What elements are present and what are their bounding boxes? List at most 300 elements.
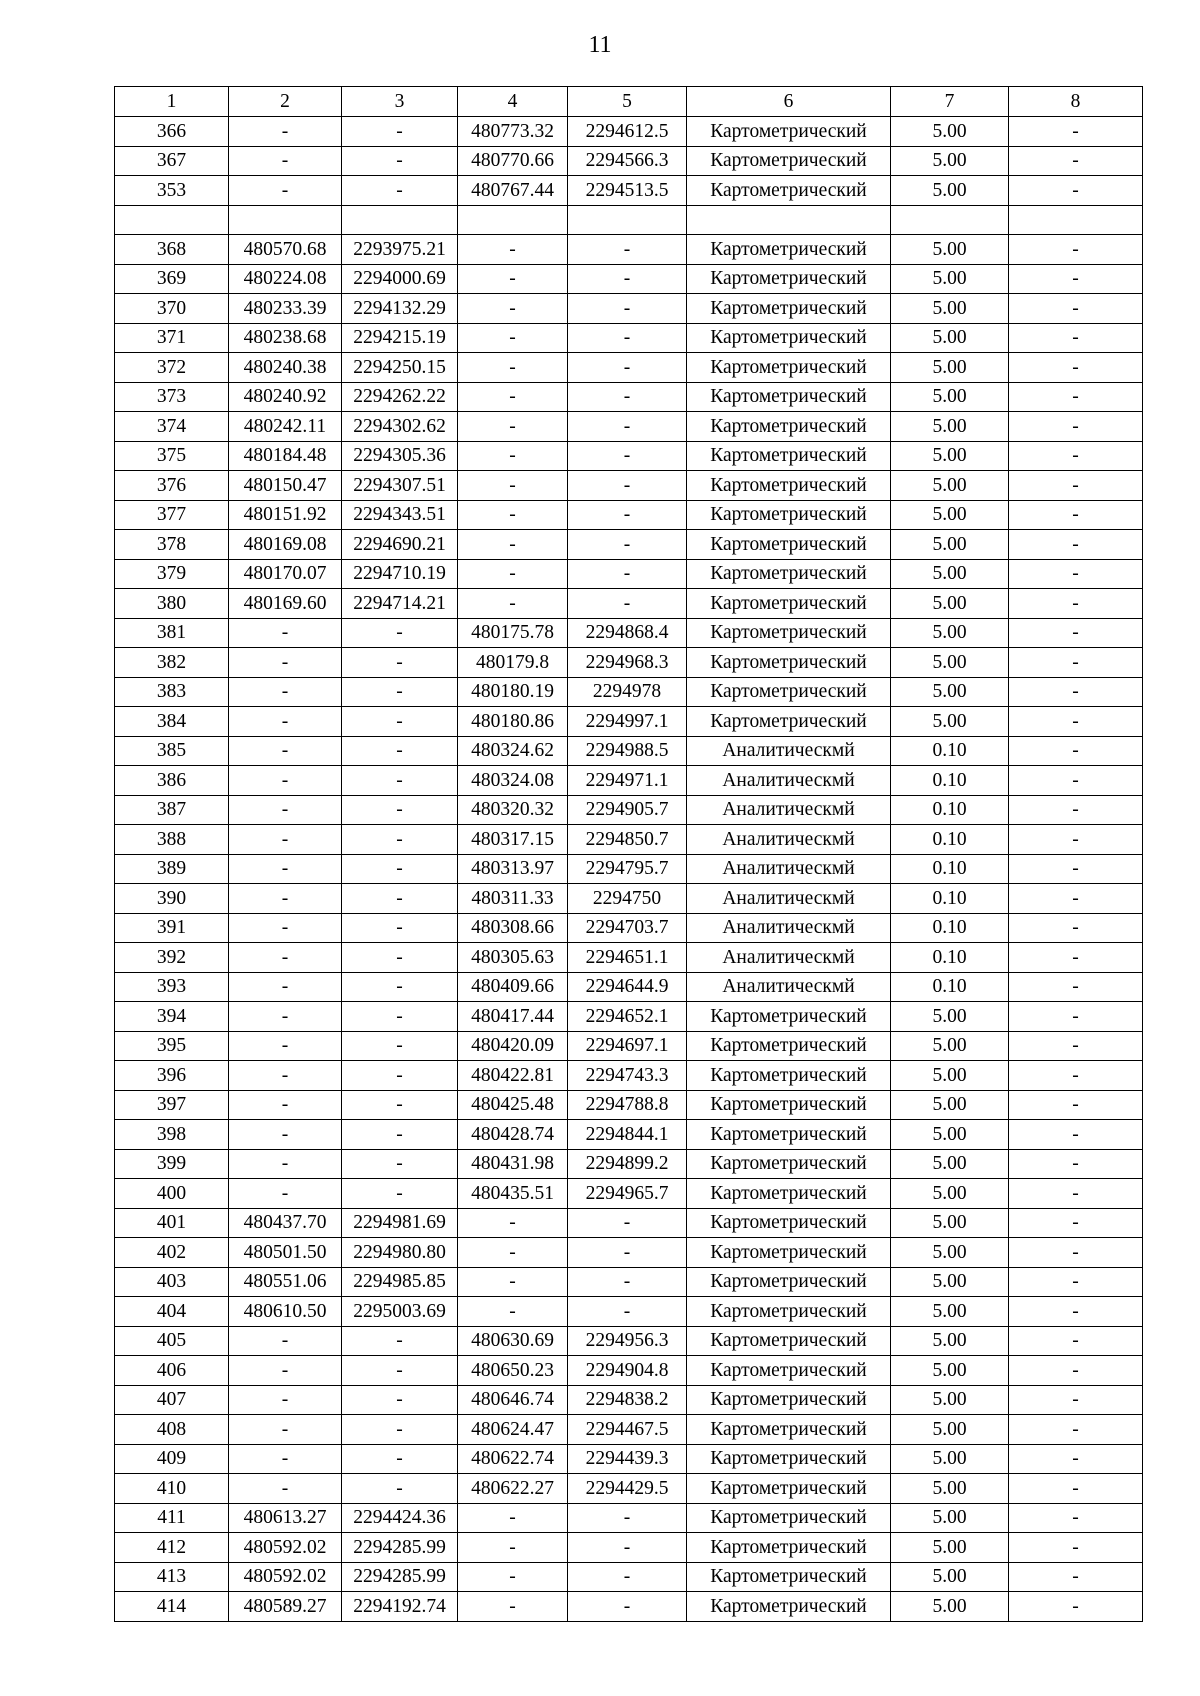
- cell-y-coordinate-alt: 2294467.5: [568, 1415, 687, 1445]
- cell-point-number: 405: [115, 1326, 229, 1356]
- cell-y-coordinate: -: [342, 1474, 458, 1504]
- cell-y-coordinate: 2294305.36: [342, 441, 458, 471]
- cell-y-coordinate: -: [342, 1090, 458, 1120]
- cell-note: -: [1009, 943, 1143, 973]
- cell-accuracy: 5.00: [891, 1562, 1009, 1592]
- cell-method: Аналитическмй: [687, 825, 891, 855]
- table-row: [115, 707, 1143, 737]
- cell-x-coordinate: -: [229, 854, 342, 884]
- table-row: [115, 559, 1143, 589]
- cell-y-coordinate-alt: 2294703.7: [568, 913, 687, 943]
- cell-y-coordinate-alt: -: [568, 1208, 687, 1238]
- cell-method: Картометрический: [687, 500, 891, 530]
- cell-method: Картометрический: [687, 117, 891, 147]
- cell-method: Аналитическмй: [687, 884, 891, 914]
- table-row: [115, 677, 1143, 707]
- table-row: [115, 943, 1143, 973]
- cell-method: Аналитическмй: [687, 736, 891, 766]
- table-row: [115, 1179, 1143, 1209]
- table-row: [115, 1297, 1143, 1327]
- cell-note: -: [1009, 176, 1143, 206]
- cell-x-coordinate-alt: -: [458, 471, 568, 501]
- cell-note: -: [1009, 1031, 1143, 1061]
- cell-method: Картометрический: [687, 1297, 891, 1327]
- cell-method: Картометрический: [687, 412, 891, 442]
- cell-point-number: 381: [115, 618, 229, 648]
- cell-method: Картометрический: [687, 1415, 891, 1445]
- table-row: [115, 1002, 1143, 1032]
- cell-method: Картометрический: [687, 1356, 891, 1386]
- cell-x-coordinate: -: [229, 884, 342, 914]
- cell-x-coordinate-alt: 480767.44: [458, 176, 568, 206]
- table-row: [115, 913, 1143, 943]
- column-header-8: 8: [1009, 87, 1143, 117]
- cell-y-coordinate: 2294285.99: [342, 1533, 458, 1563]
- cell-note: -: [1009, 1238, 1143, 1268]
- cell-x-coordinate-alt: 480308.66: [458, 913, 568, 943]
- cell-point-number: 402: [115, 1238, 229, 1268]
- cell-y-coordinate: -: [342, 1120, 458, 1150]
- cell-y-coordinate: -: [342, 1061, 458, 1091]
- cell-x-coordinate: -: [229, 1090, 342, 1120]
- cell-point-number: 392: [115, 943, 229, 973]
- cell-point-number: 370: [115, 294, 229, 324]
- cell-x-coordinate: 480151.92: [229, 500, 342, 530]
- table-row: [115, 1503, 1143, 1533]
- cell-note: -: [1009, 1208, 1143, 1238]
- cell-y-coordinate-alt: 2294844.1: [568, 1120, 687, 1150]
- cell-point-number: 377: [115, 500, 229, 530]
- cell-note: -: [1009, 1297, 1143, 1327]
- cell-y-coordinate: -: [342, 117, 458, 147]
- table-row: [115, 1031, 1143, 1061]
- cell-point-number: 384: [115, 707, 229, 737]
- cell-x-coordinate-alt: 480431.98: [458, 1149, 568, 1179]
- cell-y-coordinate: 2294250.15: [342, 353, 458, 383]
- cell-method: Картометрический: [687, 323, 891, 353]
- cell-x-coordinate: -: [229, 736, 342, 766]
- cell-point-number: 369: [115, 264, 229, 294]
- cell-x-coordinate-alt: 480428.74: [458, 1120, 568, 1150]
- cell-x-coordinate-alt: 480624.47: [458, 1415, 568, 1445]
- cell-note: -: [1009, 500, 1143, 530]
- column-header-7: 7: [891, 87, 1009, 117]
- cell-x-coordinate: -: [229, 1444, 342, 1474]
- cell-point-number: 407: [115, 1385, 229, 1415]
- cell-y-coordinate-alt: -: [568, 500, 687, 530]
- cell-x-coordinate: -: [229, 146, 342, 176]
- table-row-empty: [115, 205, 1143, 235]
- cell-accuracy: 5.00: [891, 1208, 1009, 1238]
- cell-y-coordinate-alt: [568, 205, 687, 235]
- cell-method: Картометрический: [687, 1090, 891, 1120]
- cell-x-coordinate-alt: -: [458, 530, 568, 560]
- table-row: [115, 1120, 1143, 1150]
- cell-x-coordinate: 480570.68: [229, 235, 342, 265]
- cell-method: Картометрический: [687, 648, 891, 678]
- cell-x-coordinate-alt: -: [458, 1562, 568, 1592]
- cell-y-coordinate: -: [342, 648, 458, 678]
- cell-point-number: 378: [115, 530, 229, 560]
- table-row: [115, 1592, 1143, 1622]
- cell-y-coordinate-alt: -: [568, 1238, 687, 1268]
- cell-point-number: 380: [115, 589, 229, 619]
- cell-note: -: [1009, 353, 1143, 383]
- cell-point-number: 410: [115, 1474, 229, 1504]
- cell-accuracy: 5.00: [891, 618, 1009, 648]
- cell-note: -: [1009, 382, 1143, 412]
- table-row: [115, 825, 1143, 855]
- cell-method: Картометрический: [687, 1385, 891, 1415]
- cell-method: Картометрический: [687, 618, 891, 648]
- table-row: [115, 294, 1143, 324]
- cell-y-coordinate: [342, 205, 458, 235]
- cell-y-coordinate: 2294132.29: [342, 294, 458, 324]
- cell-x-coordinate: -: [229, 648, 342, 678]
- cell-x-coordinate: -: [229, 1326, 342, 1356]
- cell-point-number: 408: [115, 1415, 229, 1445]
- cell-y-coordinate-alt: 2294905.7: [568, 795, 687, 825]
- cell-y-coordinate: -: [342, 1179, 458, 1209]
- cell-note: -: [1009, 1120, 1143, 1150]
- cell-note: -: [1009, 1444, 1143, 1474]
- cell-y-coordinate: -: [342, 1002, 458, 1032]
- cell-method: Картометрический: [687, 1179, 891, 1209]
- cell-accuracy: 5.00: [891, 146, 1009, 176]
- table-row: [115, 117, 1143, 147]
- cell-point-number: 414: [115, 1592, 229, 1622]
- cell-method: Аналитическмй: [687, 795, 891, 825]
- cell-accuracy: 5.00: [891, 648, 1009, 678]
- cell-x-coordinate: 480233.39: [229, 294, 342, 324]
- cell-y-coordinate: -: [342, 825, 458, 855]
- page-number: 11: [588, 32, 612, 58]
- cell-y-coordinate: 2294343.51: [342, 500, 458, 530]
- table-row: [115, 1385, 1143, 1415]
- column-header-1: 1: [115, 87, 229, 117]
- cell-method: Картометрический: [687, 1533, 891, 1563]
- cell-y-coordinate: 2294981.69: [342, 1208, 458, 1238]
- cell-point-number: 404: [115, 1297, 229, 1327]
- cell-y-coordinate: 2294690.21: [342, 530, 458, 560]
- cell-note: -: [1009, 736, 1143, 766]
- cell-accuracy: 5.00: [891, 1356, 1009, 1386]
- table-row: [115, 146, 1143, 176]
- cell-note: -: [1009, 972, 1143, 1002]
- cell-x-coordinate-alt: 480179.8: [458, 648, 568, 678]
- cell-x-coordinate-alt: -: [458, 412, 568, 442]
- cell-accuracy: 5.00: [891, 1297, 1009, 1327]
- cell-x-coordinate: -: [229, 1385, 342, 1415]
- cell-x-coordinate-alt: 480770.66: [458, 146, 568, 176]
- cell-y-coordinate-alt: 2294850.7: [568, 825, 687, 855]
- cell-x-coordinate-alt: 480311.33: [458, 884, 568, 914]
- cell-x-coordinate: 480242.11: [229, 412, 342, 442]
- cell-accuracy: 5.00: [891, 471, 1009, 501]
- cell-y-coordinate: -: [342, 1385, 458, 1415]
- cell-y-coordinate-alt: 2294868.4: [568, 618, 687, 648]
- cell-x-coordinate: -: [229, 943, 342, 973]
- cell-point-number: 383: [115, 677, 229, 707]
- cell-accuracy: 5.00: [891, 1267, 1009, 1297]
- cell-x-coordinate-alt: -: [458, 1592, 568, 1622]
- cell-note: -: [1009, 707, 1143, 737]
- table-row: [115, 1326, 1143, 1356]
- cell-y-coordinate: -: [342, 913, 458, 943]
- cell-x-coordinate-alt: -: [458, 1267, 568, 1297]
- table-row: [115, 1061, 1143, 1091]
- cell-y-coordinate-alt: 2294956.3: [568, 1326, 687, 1356]
- cell-accuracy: 5.00: [891, 530, 1009, 560]
- cell-accuracy: 5.00: [891, 707, 1009, 737]
- cell-method: Картометрический: [687, 1208, 891, 1238]
- cell-accuracy: 0.10: [891, 825, 1009, 855]
- cell-y-coordinate: -: [342, 1356, 458, 1386]
- cell-y-coordinate-alt: 2294838.2: [568, 1385, 687, 1415]
- cell-y-coordinate-alt: 2294652.1: [568, 1002, 687, 1032]
- cell-point-number: 368: [115, 235, 229, 265]
- cell-x-coordinate-alt: 480622.27: [458, 1474, 568, 1504]
- cell-y-coordinate: -: [342, 176, 458, 206]
- cell-x-coordinate: -: [229, 913, 342, 943]
- cell-y-coordinate-alt: -: [568, 412, 687, 442]
- cell-y-coordinate: 2294262.22: [342, 382, 458, 412]
- cell-y-coordinate: 2294215.19: [342, 323, 458, 353]
- cell-point-number: 374: [115, 412, 229, 442]
- cell-method: Аналитическмй: [687, 972, 891, 1002]
- cell-note: -: [1009, 1061, 1143, 1091]
- cell-accuracy: 5.00: [891, 1120, 1009, 1150]
- cell-note: -: [1009, 825, 1143, 855]
- cell-x-coordinate-alt: 480435.51: [458, 1179, 568, 1209]
- cell-y-coordinate-alt: 2294965.7: [568, 1179, 687, 1209]
- table-row: [115, 441, 1143, 471]
- cell-x-coordinate: -: [229, 1149, 342, 1179]
- cell-y-coordinate-alt: 2294978: [568, 677, 687, 707]
- cell-x-coordinate-alt: 480409.66: [458, 972, 568, 1002]
- cell-y-coordinate-alt: 2294651.1: [568, 943, 687, 973]
- cell-method: Картометрический: [687, 1238, 891, 1268]
- cell-note: -: [1009, 146, 1143, 176]
- cell-point-number: 398: [115, 1120, 229, 1150]
- cell-x-coordinate: 480169.08: [229, 530, 342, 560]
- cell-x-coordinate: 480184.48: [229, 441, 342, 471]
- table-row: [115, 1356, 1143, 1386]
- cell-y-coordinate-alt: 2294904.8: [568, 1356, 687, 1386]
- cell-note: -: [1009, 589, 1143, 619]
- cell-note: -: [1009, 1385, 1143, 1415]
- cell-y-coordinate: 2293975.21: [342, 235, 458, 265]
- cell-accuracy: 5.00: [891, 323, 1009, 353]
- cell-y-coordinate-alt: -: [568, 559, 687, 589]
- cell-y-coordinate: -: [342, 677, 458, 707]
- cell-x-coordinate: 480437.70: [229, 1208, 342, 1238]
- cell-method: Картометрический: [687, 146, 891, 176]
- cell-x-coordinate: -: [229, 176, 342, 206]
- table-row: [115, 1533, 1143, 1563]
- cell-accuracy: 0.10: [891, 766, 1009, 796]
- cell-method: Аналитическмй: [687, 943, 891, 973]
- cell-x-coordinate: -: [229, 618, 342, 648]
- cell-x-coordinate-alt: 480630.69: [458, 1326, 568, 1356]
- cell-note: -: [1009, 559, 1143, 589]
- cell-x-coordinate-alt: 480317.15: [458, 825, 568, 855]
- cell-point-number: 394: [115, 1002, 229, 1032]
- table-row: [115, 353, 1143, 383]
- cell-note: -: [1009, 1533, 1143, 1563]
- cell-x-coordinate-alt: 480417.44: [458, 1002, 568, 1032]
- cell-accuracy: 5.00: [891, 382, 1009, 412]
- cell-y-coordinate-alt: -: [568, 530, 687, 560]
- cell-y-coordinate: 2294285.99: [342, 1562, 458, 1592]
- cell-x-coordinate: 480169.60: [229, 589, 342, 619]
- cell-x-coordinate-alt: 480313.97: [458, 854, 568, 884]
- cell-note: -: [1009, 264, 1143, 294]
- cell-y-coordinate: -: [342, 795, 458, 825]
- cell-x-coordinate: 480592.02: [229, 1533, 342, 1563]
- cell-y-coordinate: 2294302.62: [342, 412, 458, 442]
- cell-x-coordinate-alt: 480324.08: [458, 766, 568, 796]
- cell-accuracy: 5.00: [891, 264, 1009, 294]
- table-row: [115, 1208, 1143, 1238]
- cell-x-coordinate: 480240.38: [229, 353, 342, 383]
- cell-accuracy: 5.00: [891, 1179, 1009, 1209]
- cell-note: -: [1009, 235, 1143, 265]
- cell-method: Картометрический: [687, 1326, 891, 1356]
- cell-method: Картометрический: [687, 294, 891, 324]
- cell-note: [1009, 205, 1143, 235]
- cell-y-coordinate-alt: 2294439.3: [568, 1444, 687, 1474]
- cell-accuracy: 5.00: [891, 677, 1009, 707]
- cell-y-coordinate-alt: -: [568, 1562, 687, 1592]
- table-row: [115, 1149, 1143, 1179]
- cell-note: -: [1009, 913, 1143, 943]
- cell-point-number: 396: [115, 1061, 229, 1091]
- table-row: [115, 884, 1143, 914]
- cell-accuracy: 5.00: [891, 1592, 1009, 1622]
- cell-point-number: 387: [115, 795, 229, 825]
- table-row: [115, 795, 1143, 825]
- cell-note: -: [1009, 618, 1143, 648]
- cell-y-coordinate: -: [342, 1326, 458, 1356]
- cell-x-coordinate: -: [229, 1031, 342, 1061]
- cell-point-number: 403: [115, 1267, 229, 1297]
- cell-y-coordinate-alt: 2294644.9: [568, 972, 687, 1002]
- cell-point-number: 411: [115, 1503, 229, 1533]
- cell-x-coordinate-alt: -: [458, 353, 568, 383]
- cell-note: -: [1009, 677, 1143, 707]
- cell-point-number: [115, 205, 229, 235]
- cell-y-coordinate-alt: 2294750: [568, 884, 687, 914]
- cell-point-number: 399: [115, 1149, 229, 1179]
- cell-accuracy: 5.00: [891, 1444, 1009, 1474]
- cell-y-coordinate: 2294985.85: [342, 1267, 458, 1297]
- cell-accuracy: 5.00: [891, 589, 1009, 619]
- cell-method: Картометрический: [687, 1503, 891, 1533]
- cell-point-number: 391: [115, 913, 229, 943]
- cell-x-coordinate-alt: -: [458, 1503, 568, 1533]
- cell-accuracy: 5.00: [891, 294, 1009, 324]
- cell-note: -: [1009, 1415, 1143, 1445]
- cell-y-coordinate: -: [342, 1149, 458, 1179]
- cell-accuracy: 5.00: [891, 1326, 1009, 1356]
- cell-point-number: 353: [115, 176, 229, 206]
- table-row: [115, 323, 1143, 353]
- cell-point-number: 367: [115, 146, 229, 176]
- cell-y-coordinate-alt: -: [568, 1503, 687, 1533]
- cell-method: Картометрический: [687, 176, 891, 206]
- cell-method: Картометрический: [687, 707, 891, 737]
- cell-method: Картометрический: [687, 1120, 891, 1150]
- cell-accuracy: 5.00: [891, 500, 1009, 530]
- cell-method: Картометрический: [687, 589, 891, 619]
- cell-method: Картометрический: [687, 441, 891, 471]
- table-row: [115, 235, 1143, 265]
- cell-x-coordinate-alt: 480305.63: [458, 943, 568, 973]
- cell-note: -: [1009, 648, 1143, 678]
- cell-accuracy: 5.00: [891, 441, 1009, 471]
- cell-method: Картометрический: [687, 1002, 891, 1032]
- cell-x-coordinate-alt: 480180.19: [458, 677, 568, 707]
- cell-x-coordinate: 480610.50: [229, 1297, 342, 1327]
- cell-x-coordinate: -: [229, 1179, 342, 1209]
- cell-y-coordinate: -: [342, 766, 458, 796]
- cell-point-number: 366: [115, 117, 229, 147]
- cell-point-number: 376: [115, 471, 229, 501]
- cell-y-coordinate: -: [342, 618, 458, 648]
- cell-x-coordinate: [229, 205, 342, 235]
- cell-y-coordinate: -: [342, 1031, 458, 1061]
- cell-point-number: 375: [115, 441, 229, 471]
- cell-method: Картометрический: [687, 264, 891, 294]
- cell-x-coordinate: 480501.50: [229, 1238, 342, 1268]
- cell-x-coordinate: -: [229, 1474, 342, 1504]
- cell-y-coordinate-alt: -: [568, 323, 687, 353]
- coordinates-table: [114, 86, 1143, 1622]
- cell-accuracy: 5.00: [891, 1061, 1009, 1091]
- cell-method: Аналитическмй: [687, 854, 891, 884]
- cell-x-coordinate: -: [229, 972, 342, 1002]
- cell-y-coordinate-alt: 2294997.1: [568, 707, 687, 737]
- cell-accuracy: 0.10: [891, 736, 1009, 766]
- cell-x-coordinate-alt: 480425.48: [458, 1090, 568, 1120]
- cell-y-coordinate: 2294307.51: [342, 471, 458, 501]
- cell-note: -: [1009, 884, 1143, 914]
- cell-accuracy: 5.00: [891, 412, 1009, 442]
- cell-point-number: 388: [115, 825, 229, 855]
- cell-point-number: 373: [115, 382, 229, 412]
- cell-x-coordinate-alt: -: [458, 1238, 568, 1268]
- cell-x-coordinate-alt: -: [458, 294, 568, 324]
- table-row: [115, 412, 1143, 442]
- cell-accuracy: 0.10: [891, 795, 1009, 825]
- cell-x-coordinate-alt: 480422.81: [458, 1061, 568, 1091]
- cell-method: Картометрический: [687, 677, 891, 707]
- cell-accuracy: 5.00: [891, 1002, 1009, 1032]
- cell-point-number: 372: [115, 353, 229, 383]
- table-row: [115, 500, 1143, 530]
- cell-point-number: 389: [115, 854, 229, 884]
- cell-point-number: 386: [115, 766, 229, 796]
- cell-y-coordinate: 2294714.21: [342, 589, 458, 619]
- cell-y-coordinate: -: [342, 707, 458, 737]
- cell-y-coordinate: -: [342, 1415, 458, 1445]
- cell-x-coordinate-alt: 480180.86: [458, 707, 568, 737]
- cell-x-coordinate-alt: 480773.32: [458, 117, 568, 147]
- cell-y-coordinate-alt: 2294968.3: [568, 648, 687, 678]
- cell-y-coordinate: -: [342, 943, 458, 973]
- column-header-3: 3: [342, 87, 458, 117]
